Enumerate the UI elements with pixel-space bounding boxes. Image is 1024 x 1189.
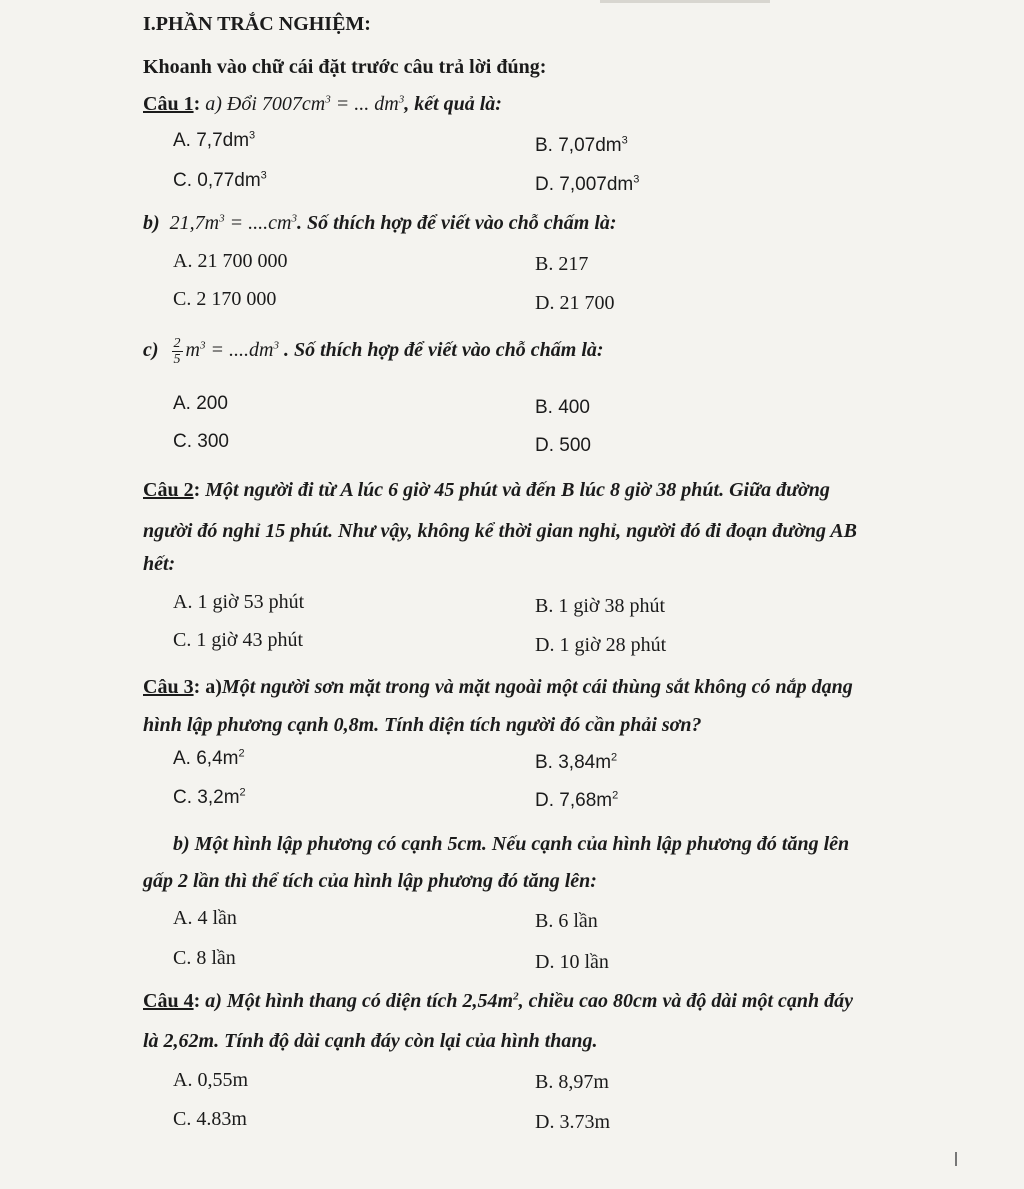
q3b-option-b[interactable]: B. 6 lần xyxy=(535,910,598,932)
q1b-option-d[interactable]: D. 21 700 xyxy=(535,292,615,314)
q1b-option-b[interactable]: B. 217 xyxy=(535,253,589,275)
q1b-prompt: b) $21,7m^3 = ....cm^3$. Số thích hợp để viết vào chỗ chấm là: xyxy=(143,212,617,234)
section-title: I.PHẦN TRẮC NGHIỆM: xyxy=(143,13,371,35)
pen-mark xyxy=(955,1152,957,1166)
q2-option-a[interactable]: A. 1 giờ 53 phút xyxy=(173,591,305,613)
q3b-prompt-line1: b) Một hình lập phương có cạnh 5cm. Nếu cạnh của hình lập phương đó tăng lên xyxy=(173,833,850,855)
q3a-option-d[interactable]: D. $7,68m^2$ xyxy=(535,789,619,811)
q4-prompt-line2: là 2,62m. Tính độ dài cạnh đáy còn lại của hình thang. xyxy=(143,1030,598,1052)
q3a-option-a[interactable]: A. $6,4m^2$ xyxy=(173,747,245,769)
q3b-option-c[interactable]: C. 8 lần xyxy=(173,947,236,969)
q4-option-a[interactable]: A. 0,55m xyxy=(173,1069,248,1091)
q3-label: Câu 3 xyxy=(143,676,194,698)
q2-option-b[interactable]: B. 1 giờ 38 phút xyxy=(535,595,666,617)
q1c-option-c[interactable]: C. 300 xyxy=(173,431,229,452)
q1b-option-c[interactable]: C. 2 170 000 xyxy=(173,288,277,310)
q4-option-d[interactable]: D. 3.73m xyxy=(535,1111,610,1133)
q2-option-d[interactable]: D. 1 giờ 28 phút xyxy=(535,634,667,656)
q3a-option-c[interactable]: C. $3,2m^2$ xyxy=(173,786,246,808)
instruction: Khoanh vào chữ cái đặt trước câu trả lời đúng: xyxy=(143,56,547,78)
q1a-option-d[interactable]: D. $7,007dm^3$ xyxy=(535,173,640,195)
q3b-option-d[interactable]: D. 10 lần xyxy=(535,951,609,973)
q1a-option-c[interactable]: C. $0,77dm^3$ xyxy=(173,169,267,191)
q1a-option-b[interactable]: B. $7,07dm^3$ xyxy=(535,134,628,156)
fraction-two-fifths: $\frac{2}{5}$ xyxy=(173,336,181,367)
q1c-option-b[interactable]: B. 400 xyxy=(535,397,590,418)
q1b-option-a[interactable]: A. 21 700 000 xyxy=(173,250,288,272)
q2-option-c[interactable]: C. 1 giờ 43 phút xyxy=(173,629,304,651)
q1-label: Câu 1 xyxy=(143,93,194,115)
q1a-option-a[interactable]: A. $7,7dm^3$ xyxy=(173,129,256,151)
q1c-option-a[interactable]: A. 200 xyxy=(173,393,228,414)
q3-prompt-line1: Câu 3: a)Một người sơn mặt trong và mặt ngoài một cái thùng sắt không có nắp dạng xyxy=(143,676,853,698)
q4-option-c[interactable]: C. 4.83m xyxy=(173,1108,247,1130)
q4-label: Câu 4 xyxy=(143,990,194,1012)
q2-prompt-line1: Câu 2: Một người đi từ A lúc 6 giờ 45 phút và đến B lúc 8 giờ 38 phút. Giữa đường xyxy=(143,479,830,501)
q2-prompt-line2: người đó nghỉ 15 phút. Như vậy, không kể thời gian nghỉ, người đó đi đoạn đường AB xyxy=(143,520,857,542)
q4-prompt-line1: Câu 4: a) Một hình thang có diện tích $2,54m^2$, chiều cao 80cm và độ dài một cạnh đáy xyxy=(143,990,854,1012)
q2-label: Câu 2 xyxy=(143,479,194,501)
q3a-option-b[interactable]: B. $3,84m^2$ xyxy=(535,751,618,773)
q1a-prompt: Câu 1: a) Đổi $7007cm^3$ = ... $dm^3$, kết quả là: xyxy=(143,93,502,115)
q2-prompt-line3: hết: xyxy=(143,553,176,575)
q4-option-b[interactable]: B. 8,97m xyxy=(535,1071,609,1093)
q3b-prompt-line2: gấp 2 lần thì thể tích của hình lập phương đó tăng lên: xyxy=(143,870,597,892)
q3b-option-a[interactable]: A. 4 lần xyxy=(173,907,237,929)
q1c-option-d[interactable]: D. 500 xyxy=(535,435,591,456)
q3-prompt-line2: hình lập phương cạnh 0,8m. Tính diện tích người đó cần phải sơn? xyxy=(143,714,702,736)
q1c-prompt: c) $\frac{2}{5}$ $m^3 = ....dm^3$ . Số thích hợp để viết vào chỗ chấm là: xyxy=(143,336,604,367)
scan-artifact xyxy=(600,0,770,3)
